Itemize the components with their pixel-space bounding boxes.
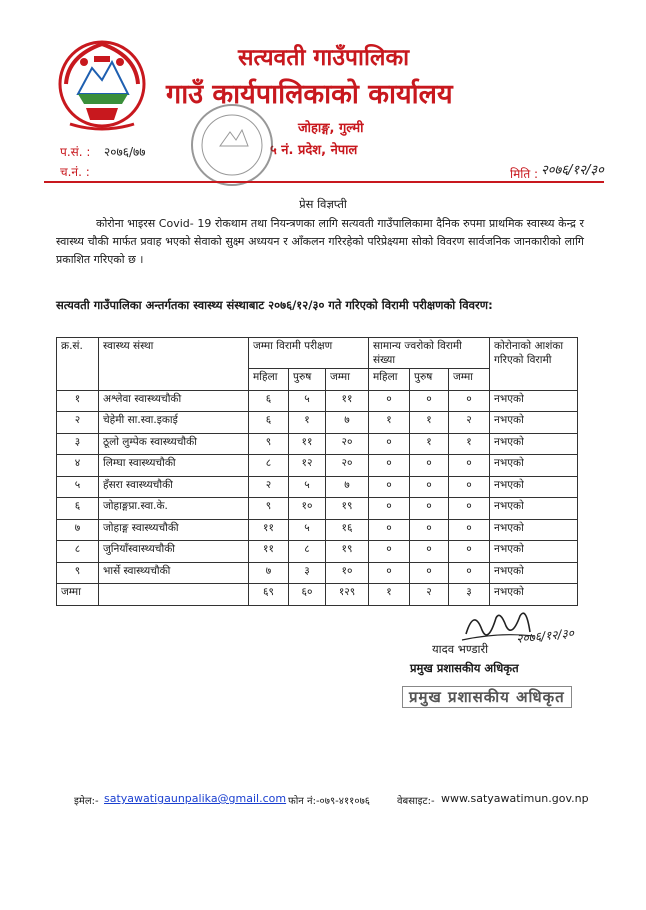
header-total-examined: जम्मा विरामी परीक्षण: [249, 338, 369, 369]
cell-sn: ८: [57, 541, 99, 563]
cell-female: ९: [249, 498, 289, 520]
subheader-fever-male: पुरुष: [410, 369, 449, 391]
cell-institution: जोहाङ्ग स्वास्थ्यचौकी: [99, 519, 249, 541]
total-total: १२९: [326, 584, 369, 606]
cell-fever-male: ०: [410, 519, 449, 541]
cell-fever-male: १: [410, 412, 449, 434]
subheader-male: पुरुष: [289, 369, 326, 391]
table-row: [57, 498, 578, 520]
cell-corona: नभएको: [490, 562, 578, 584]
table-row: [57, 476, 578, 498]
cell-total: २०: [326, 455, 369, 477]
cell-sn: ६: [57, 498, 99, 520]
date-value: २०७६/१२/३०: [541, 163, 604, 178]
cell-total: २०: [326, 433, 369, 455]
designation-stamp: प्रमुख प्रशासकीय अधिकृत: [402, 686, 572, 708]
notice-heading: प्रेस विज्ञप्ती: [299, 197, 347, 211]
cell-fever-female: ०: [369, 498, 410, 520]
total-fever-male: २: [410, 584, 449, 606]
table-row: [57, 433, 578, 455]
cell-sn: २: [57, 412, 99, 434]
date-label: मिति :: [510, 167, 539, 181]
cell-institution: जुनियाँस्वास्थ्यचौकी: [99, 541, 249, 563]
cell-institution: जोहाङ्गप्रा.स्वा.के.: [99, 498, 249, 520]
cell-female: ६: [249, 390, 289, 412]
cell-total: १९: [326, 498, 369, 520]
header-sn: क्र.सं.: [57, 338, 99, 391]
patient-examination-table: [56, 337, 578, 606]
cell-corona: नभएको: [490, 455, 578, 477]
cell-fever-male: ०: [410, 476, 449, 498]
cell-fever-female: ०: [369, 541, 410, 563]
cell-fever-female: ०: [369, 433, 410, 455]
cell-corona: नभएको: [490, 433, 578, 455]
total-fever-female: १: [369, 584, 410, 606]
cell-male: १२: [289, 455, 326, 477]
letterhead-divider: [44, 181, 604, 183]
cell-sn: ३: [57, 433, 99, 455]
cell-fever-total: ०: [449, 476, 490, 498]
cell-institution: चेहेमी सा.स्वा.इकाई: [99, 412, 249, 434]
table-total-row: [57, 584, 578, 606]
table-caption: सत्यवती गाउँपालिका अन्तर्गतका स्वास्थ्य संस्थाबाट २०७६/१२/३० गते गरिएको विरामी परीक्षणको विवरण:: [56, 298, 493, 312]
header-corona-suspect: कोरोनाको आशंका गरिएको विरामी: [490, 338, 578, 391]
cell-total: १०: [326, 562, 369, 584]
cell-female: ७: [249, 562, 289, 584]
cell-sn: १: [57, 390, 99, 412]
cell-total: १६: [326, 519, 369, 541]
subheader-female: महिला: [249, 369, 289, 391]
table-row: [57, 519, 578, 541]
total-male: ६०: [289, 584, 326, 606]
signature-date: २०७६/१२/३०: [515, 626, 575, 646]
cell-male: ५: [289, 390, 326, 412]
header-fever-count: सामान्य ज्वरोको विरामी संख्या: [369, 338, 490, 369]
cell-sn: ७: [57, 519, 99, 541]
cell-total: ७: [326, 412, 369, 434]
cell-fever-male: ०: [410, 498, 449, 520]
cell-corona: नभएको: [490, 412, 578, 434]
ref-chalani-label: च.नं. :: [60, 165, 90, 179]
cell-sn: ९: [57, 562, 99, 584]
cell-female: ११: [249, 541, 289, 563]
subheader-fever-female: महिला: [369, 369, 410, 391]
ref-patra-label: प.सं. :: [60, 145, 91, 159]
table-row: [57, 562, 578, 584]
cell-fever-male: ०: [410, 562, 449, 584]
cell-corona: नभएको: [490, 498, 578, 520]
signatory-name: यादव भण्डारी: [432, 642, 489, 656]
cell-female: ९: [249, 433, 289, 455]
table-row: [57, 412, 578, 434]
cell-male: ५: [289, 519, 326, 541]
office-stamp-icon: [182, 100, 282, 190]
cell-institution: ठूलो लुम्पेक स्वास्थ्यचौकी: [99, 433, 249, 455]
cell-total: ७: [326, 476, 369, 498]
footer-website-label: वेबसाइट:-: [397, 796, 435, 807]
cell-male: ८: [289, 541, 326, 563]
cell-male: १: [289, 412, 326, 434]
cell-male: ५: [289, 476, 326, 498]
cell-female: ११: [249, 519, 289, 541]
cell-institution: लिम्घा स्वास्थ्यचौकी: [99, 455, 249, 477]
total-corona: नभएको: [490, 584, 578, 606]
cell-fever-male: १: [410, 433, 449, 455]
cell-corona: नभएको: [490, 519, 578, 541]
cell-fever-male: ०: [410, 455, 449, 477]
ref-patra-value: २०७६/७७: [104, 145, 146, 159]
subheader-total: जम्मा: [326, 369, 369, 391]
address-line-2: ५ नं. प्रदेश, नेपाल: [270, 143, 358, 158]
cell-male: १०: [289, 498, 326, 520]
address-line-1: जोहाङ्ग, गुल्मी: [298, 121, 364, 136]
cell-corona: नभएको: [490, 390, 578, 412]
cell-total: १९: [326, 541, 369, 563]
cell-fever-total: ०: [449, 562, 490, 584]
cell-fever-female: ०: [369, 390, 410, 412]
footer-phone: फोन नं:-०७९-४११०७६: [288, 796, 370, 807]
subheader-fever-total: जम्मा: [449, 369, 490, 391]
cell-sn: ५: [57, 476, 99, 498]
cell-male: ११: [289, 433, 326, 455]
cell-fever-total: ०: [449, 390, 490, 412]
header-institution: स्वास्थ्य संस्था: [99, 338, 249, 391]
cell-fever-female: १: [369, 412, 410, 434]
table-row: [57, 541, 578, 563]
cell-fever-male: ०: [410, 541, 449, 563]
cell-sn: ४: [57, 455, 99, 477]
notice-paragraph: कोरोना भाइरस Covid- 19 रोकथाम तथा नियन्त्रणका लागि सत्यवती गाउँपालिकामा दैनिक रुपमा प्राथमिक स्वास्थ्य केन्द्र र स्वास्थ्य चौकी मार्फत प्रवाह भएको सेवाको सुक्ष्म अध्ययन र आँकलन गरिरहेको परिप्रेक्ष्यमा सोको विवरण सार्वजनिक जानकारीको लागि प्रकाशित गरिएको छ ।: [56, 217, 584, 266]
footer-website-link[interactable]: www.satyawatimun.gov.np: [441, 792, 589, 805]
signatory-designation: प्रमुख प्रशासकीय अधिकृत: [410, 661, 519, 675]
municipality-name: सत्यवती गाउँपालिका: [238, 45, 410, 71]
cell-institution: अश्लेवा स्वास्थ्यचौकी: [99, 390, 249, 412]
cell-total: ११: [326, 390, 369, 412]
cell-fever-female: ०: [369, 455, 410, 477]
footer-email-link[interactable]: satyawatigaunpalika@gmail.com: [104, 792, 287, 805]
cell-institution: भार्से स्वास्थ्यचौकी: [99, 562, 249, 584]
table-header-row: [57, 338, 578, 369]
cell-corona: नभएको: [490, 476, 578, 498]
cell-fever-female: ०: [369, 519, 410, 541]
cell-fever-female: ०: [369, 562, 410, 584]
cell-female: ८: [249, 455, 289, 477]
nepal-emblem-icon: [56, 38, 148, 134]
cell-institution: हँसरा स्वास्थ्यचौकी: [99, 476, 249, 498]
cell-female: ६: [249, 412, 289, 434]
cell-fever-female: ०: [369, 476, 410, 498]
table-row: [57, 455, 578, 477]
cell-fever-total: ०: [449, 498, 490, 520]
cell-fever-total: ०: [449, 519, 490, 541]
cell-female: २: [249, 476, 289, 498]
total-label: जम्मा: [57, 584, 99, 606]
table-body: [57, 390, 578, 584]
footer-email-label: इमेल:-: [74, 796, 99, 807]
total-female: ६९: [249, 584, 289, 606]
cell-male: ३: [289, 562, 326, 584]
cell-fever-total: ०: [449, 541, 490, 563]
office-name: गाउँ कार्यपालिकाको कार्यालय: [166, 79, 453, 110]
total-empty: [99, 584, 249, 606]
total-fever-total: ३: [449, 584, 490, 606]
cell-fever-male: ०: [410, 390, 449, 412]
cell-fever-total: १: [449, 433, 490, 455]
table-row: [57, 390, 578, 412]
cell-corona: नभएको: [490, 541, 578, 563]
cell-fever-total: ०: [449, 455, 490, 477]
cell-fever-total: २: [449, 412, 490, 434]
